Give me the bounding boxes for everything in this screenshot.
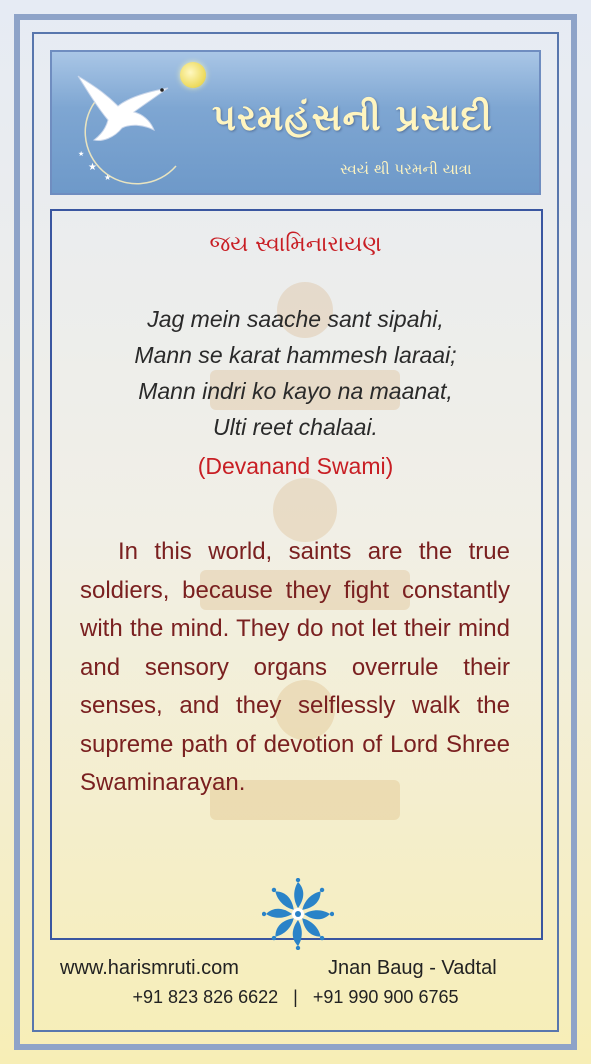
svg-text:★: ★	[104, 173, 112, 182]
verse-line: Mann se karat hammesh laraai;	[134, 342, 457, 368]
location-text: Jnan Baug - Vadtal	[328, 957, 497, 979]
verse-author: (Devanand Swami)	[197, 453, 394, 479]
verse-line: Jag mein saache sant sipahi,	[147, 306, 444, 332]
dove-moon-emblem-icon	[58, 58, 188, 192]
svg-text:★: ★	[88, 162, 97, 173]
verse-line: Ulti reet chalaai.	[213, 414, 378, 440]
page-title: પરમહંસની પ્રસાદી	[212, 96, 493, 139]
swastika-lotus-icon	[262, 878, 334, 950]
website-link[interactable]: www.harismruti.com	[60, 957, 239, 979]
greeting-heading: જય સ્વામિનારાયણ	[209, 232, 382, 257]
verse-line: Mann indri ko kayo na maanat,	[138, 378, 453, 404]
phone-numbers: +91 823 826 6622 | +91 990 900 6765	[132, 987, 459, 1007]
svg-text:★: ★	[78, 150, 85, 158]
translation-paragraph: In this world, saints are the true soldiers, because they fight constantly with the mind. They do not let their mind and sensory organs overrule their senses, and they selflessly walk the supreme path of devotion of Lord Shree Swaminarayan.	[80, 538, 510, 796]
page-subtitle: સ્વયં થી પરમની યાત્રા	[340, 160, 472, 178]
